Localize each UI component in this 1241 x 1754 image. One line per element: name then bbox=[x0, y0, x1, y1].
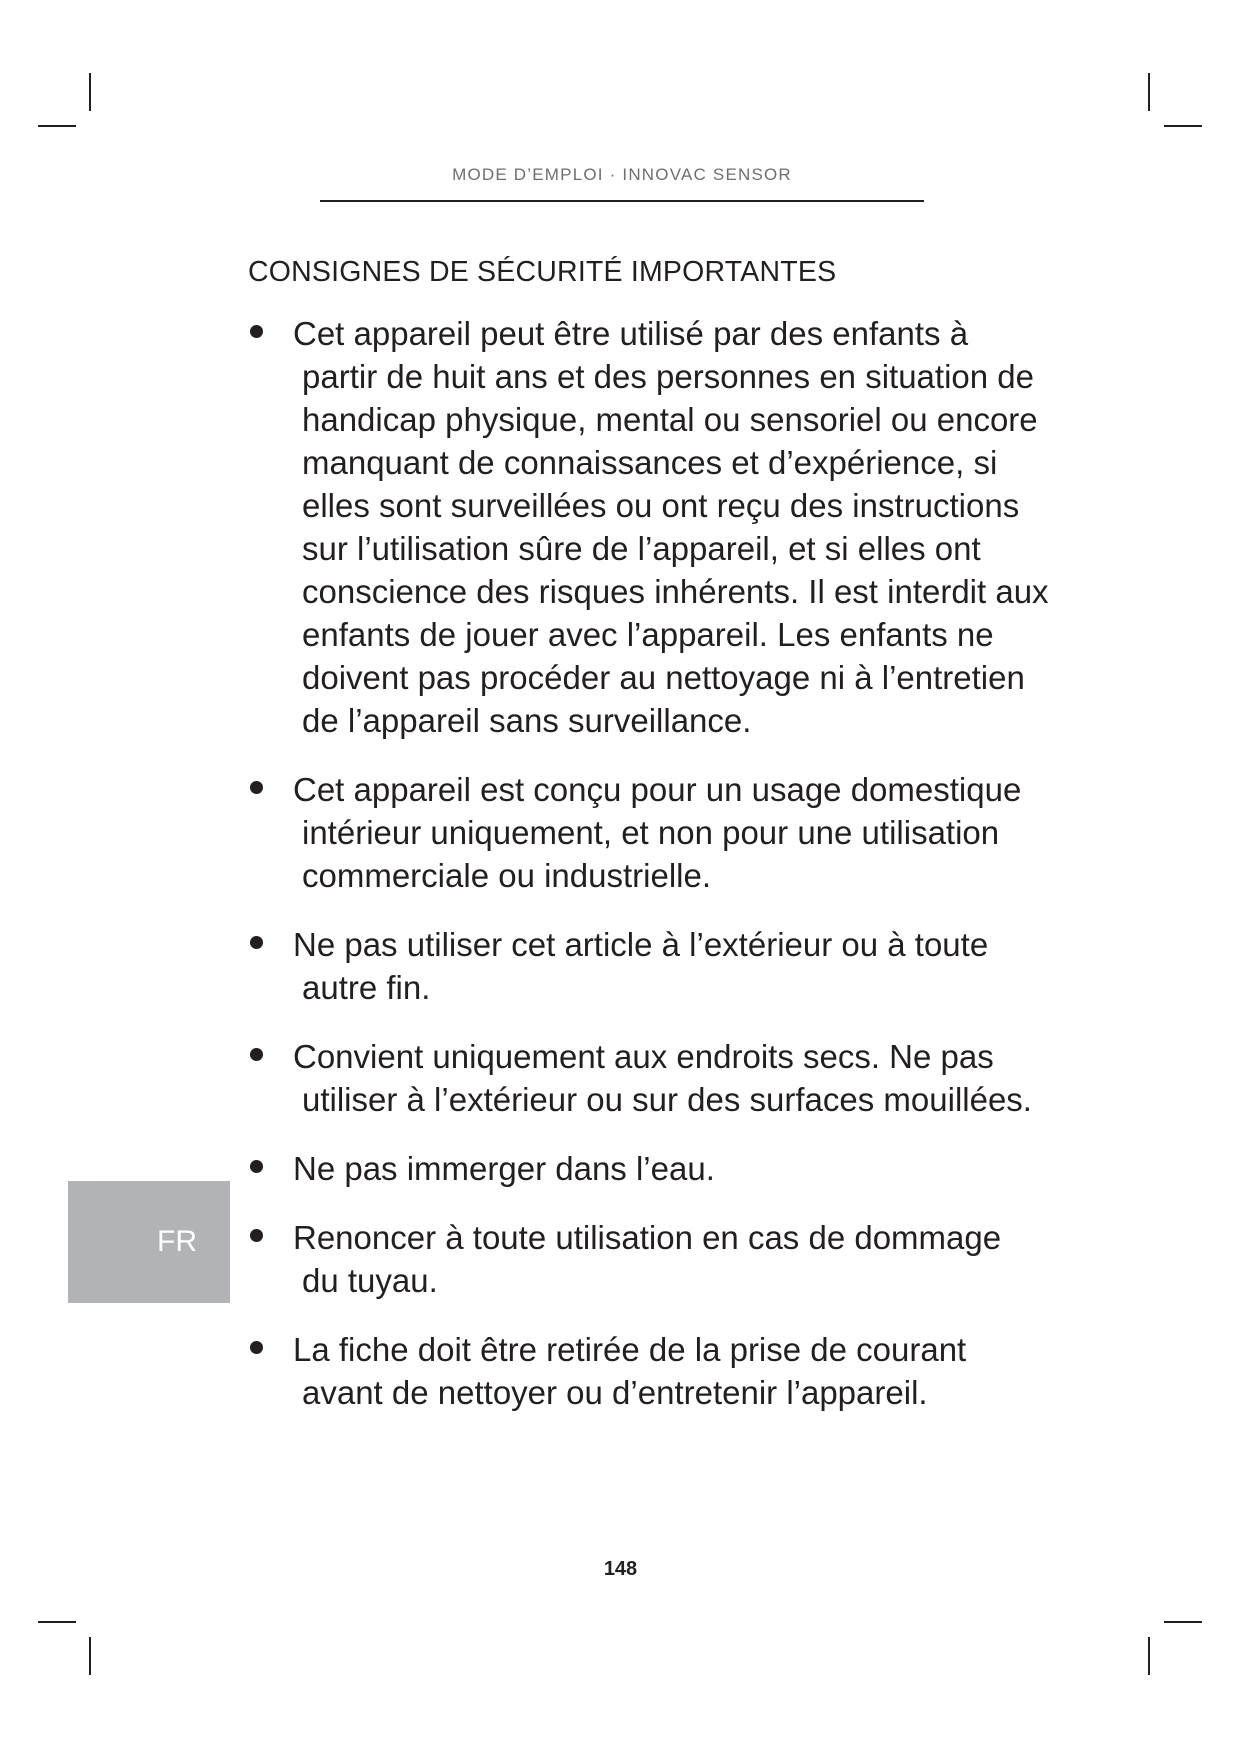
bullet-icon bbox=[250, 936, 263, 949]
page-number: 148 bbox=[603, 1558, 638, 1580]
crop-mark bbox=[1148, 73, 1150, 111]
item-line: La fiche doit être retirée de la prise de courant bbox=[293, 1331, 967, 1368]
header-rule bbox=[320, 200, 924, 202]
item-line: du tuyau. bbox=[302, 1262, 438, 1299]
list-item bbox=[248, 768, 1068, 897]
crop-mark bbox=[1164, 125, 1202, 127]
item-line: Convient uniquement aux endroits secs. Ne pas bbox=[293, 1038, 994, 1075]
list-item bbox=[248, 923, 1068, 1009]
item-line: handicap physique, mental ou sensoriel ou encore bbox=[302, 401, 1038, 438]
item-line: Ne pas immerger dans l’eau. bbox=[293, 1150, 715, 1187]
crop-mark bbox=[1164, 1621, 1202, 1623]
item-line: manquant de connaissances et d’expérience, si bbox=[302, 444, 998, 481]
crop-mark bbox=[38, 1621, 76, 1623]
item-line: utiliser à l’extérieur ou sur des surfaces mouillées. bbox=[302, 1081, 1032, 1118]
list-item bbox=[248, 312, 1068, 742]
item-line: enfants de jouer avec l’appareil. Les enfants ne bbox=[302, 616, 994, 653]
item-line: Cet appareil est conçu pour un usage domestique bbox=[293, 771, 1022, 808]
item-line: Cet appareil peut être utilisé par des enfants à bbox=[293, 315, 969, 352]
list-item bbox=[248, 1216, 1068, 1302]
bullet-icon bbox=[250, 1229, 263, 1242]
item-line: Renoncer à toute utilisation en cas de dommage bbox=[293, 1219, 1002, 1256]
list-item bbox=[248, 1328, 1068, 1414]
item-line: de l’appareil sans surveillance. bbox=[302, 702, 752, 739]
bullet-icon bbox=[250, 1341, 263, 1354]
item-line: conscience des risques inhérents. Il est interdit aux bbox=[302, 573, 1049, 610]
item-line: autre fin. bbox=[302, 969, 431, 1006]
section-title: CONSIGNES DE SÉCURITÉ IMPORTANTES bbox=[248, 256, 837, 288]
list-item bbox=[248, 1147, 1068, 1190]
item-line: commerciale ou industrielle. bbox=[302, 857, 712, 894]
crop-mark bbox=[1148, 1637, 1150, 1675]
item-line: sur l’utilisation sûre de l’appareil, et si elles ont bbox=[302, 530, 981, 567]
safety-list bbox=[248, 312, 1068, 1414]
bullet-icon bbox=[250, 1048, 263, 1061]
item-line: Ne pas utiliser cet article à l’extérieur ou à toute bbox=[293, 926, 989, 963]
crop-mark bbox=[89, 73, 91, 111]
running-header: MODE D’EMPLOI · INNOVAC SENSOR bbox=[452, 165, 792, 184]
crop-mark bbox=[38, 125, 76, 127]
crop-mark bbox=[89, 1637, 91, 1675]
item-line: partir de huit ans et des personnes en situation de bbox=[302, 358, 1034, 395]
language-tab-label: FR bbox=[157, 1225, 197, 1258]
list-item bbox=[248, 1035, 1068, 1121]
item-line: avant de nettoyer ou d’entretenir l’appareil. bbox=[302, 1374, 928, 1411]
bullet-icon bbox=[250, 781, 263, 794]
language-tab bbox=[68, 1181, 230, 1303]
item-line: intérieur uniquement, et non pour une utilisation bbox=[302, 814, 1000, 851]
item-line: elles sont surveillées ou ont reçu des instructions bbox=[302, 487, 1020, 524]
bullet-icon bbox=[250, 325, 263, 338]
item-line: doivent pas procéder au nettoyage ni à l’entretien bbox=[302, 659, 1025, 696]
bullet-icon bbox=[250, 1160, 263, 1173]
